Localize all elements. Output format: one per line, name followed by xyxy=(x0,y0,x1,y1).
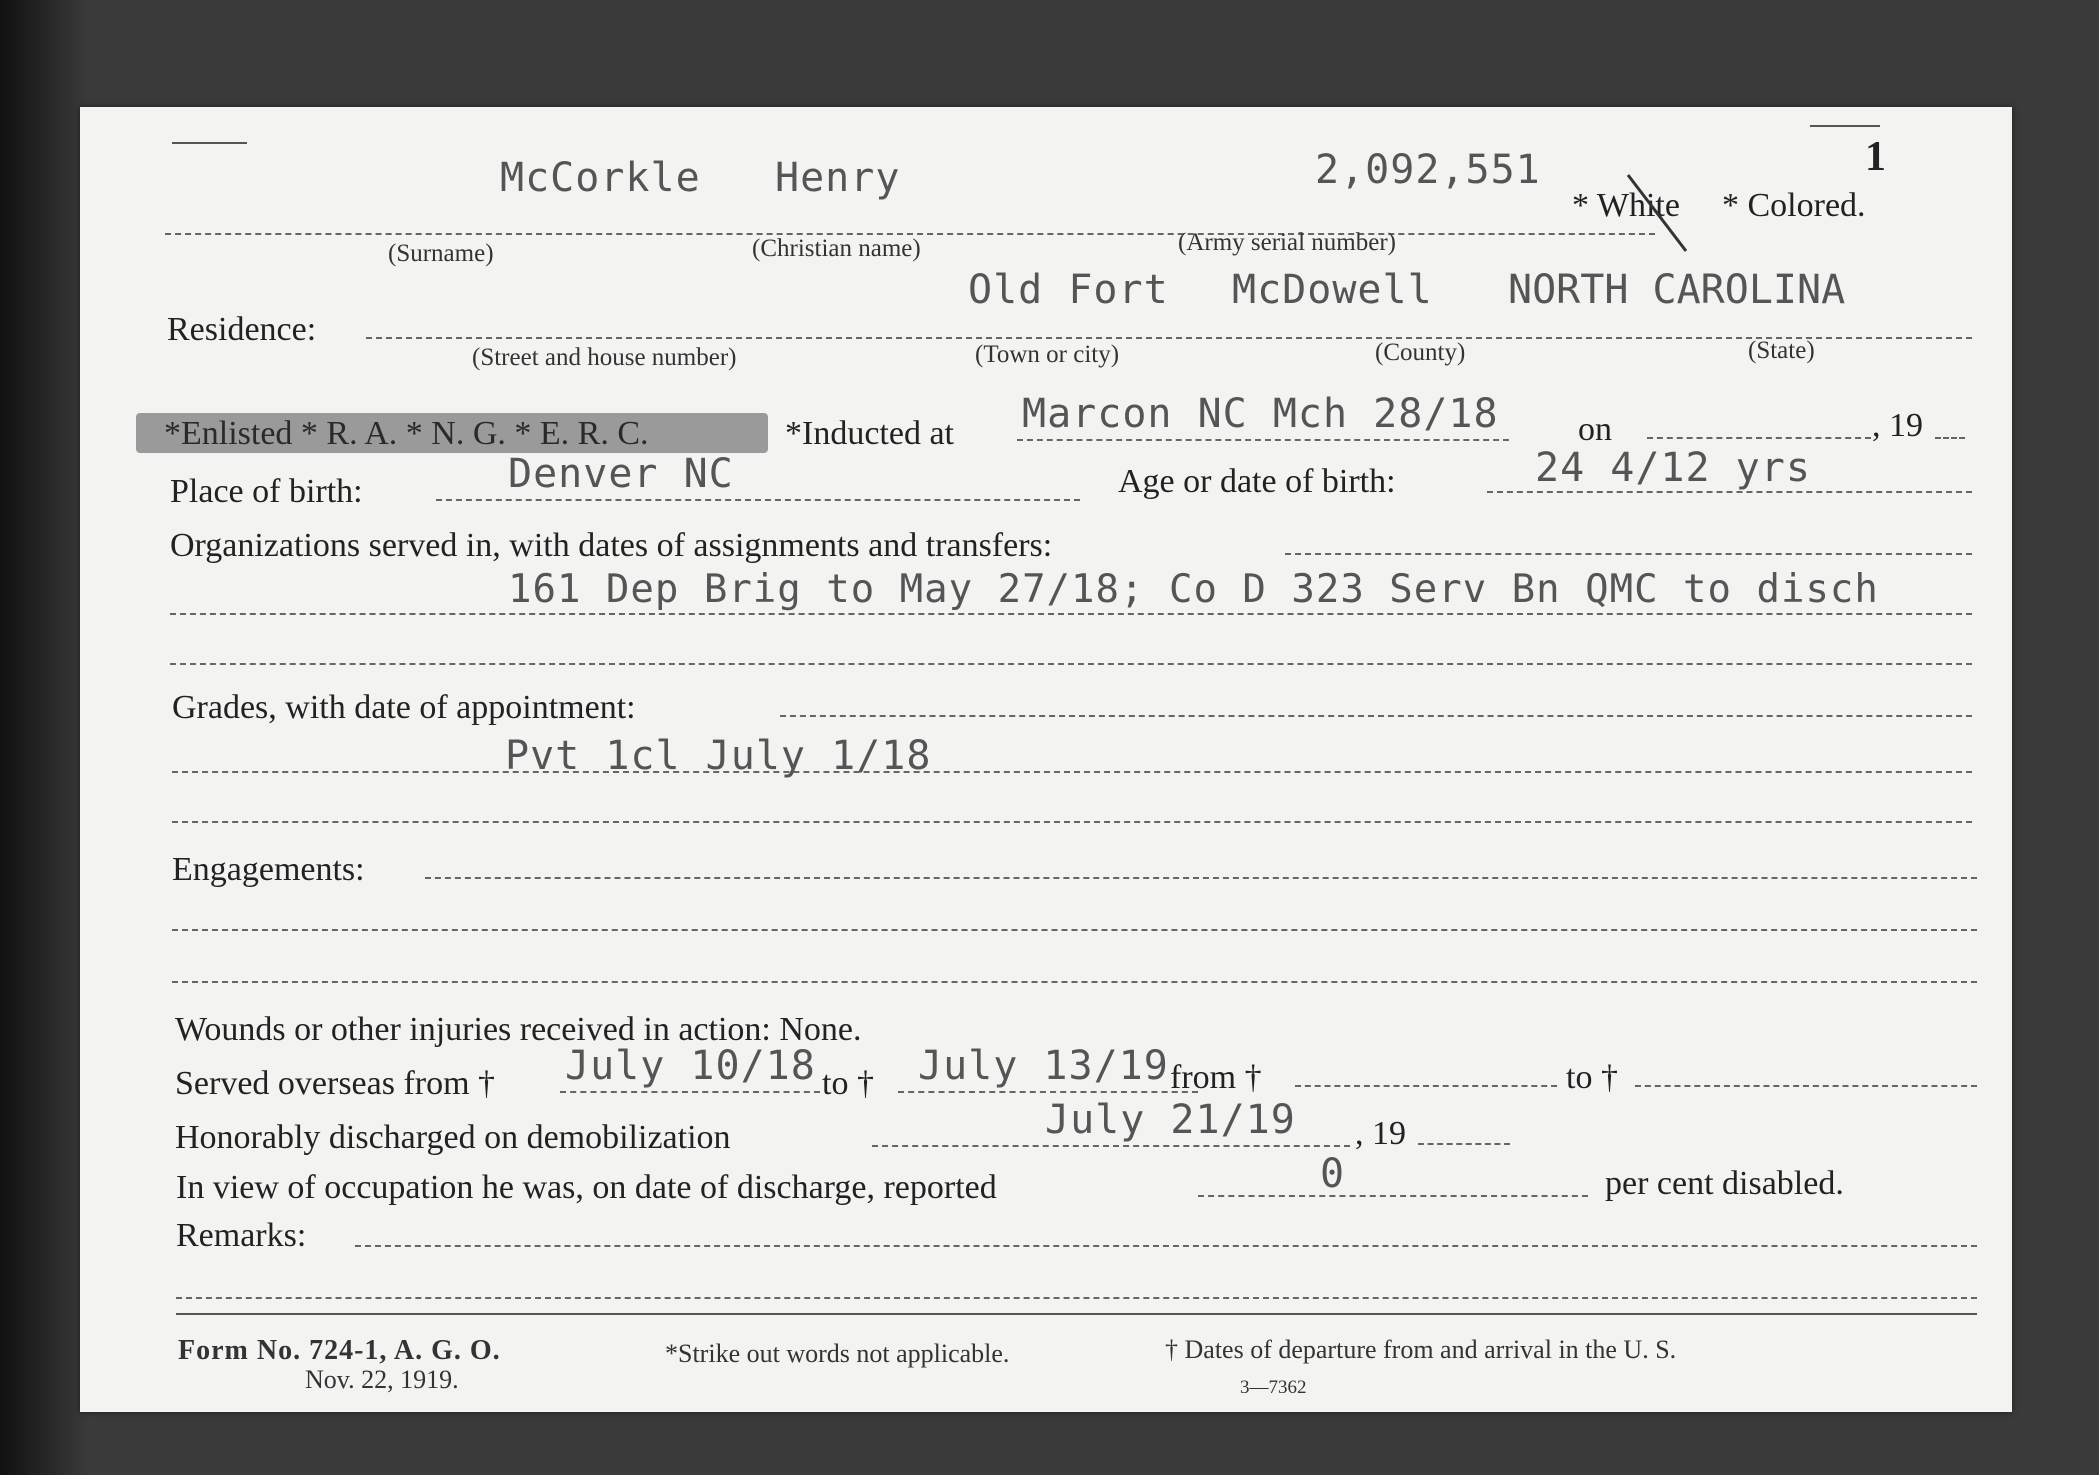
draft-record-card xyxy=(80,107,2012,1412)
serial-number-value: 2,092,551 xyxy=(1315,147,1541,193)
place-of-birth-value: Denver NC xyxy=(508,451,734,497)
organizations-line-3 xyxy=(170,663,1972,665)
scanner-edge xyxy=(0,0,90,1475)
inducted-value: Marcon NC Mch 28/18 xyxy=(1022,391,1499,437)
discharge-year-label: , 19 xyxy=(1355,1115,1406,1152)
dates-note: † Dates of departure from and arrival in the U. S. xyxy=(1165,1335,1677,1364)
engagements-line-3 xyxy=(172,981,1977,983)
age-label: Age or date of birth: xyxy=(1118,463,1396,500)
grades-label: Grades, with date of appointment: xyxy=(172,689,636,726)
remarks-label: Remarks: xyxy=(176,1217,307,1254)
grades-line-1 xyxy=(780,715,1972,717)
white-label: * White xyxy=(1572,187,1680,224)
induction-year-line xyxy=(1935,437,1965,439)
organizations-line-2 xyxy=(170,613,1972,615)
discharge-line xyxy=(872,1145,1350,1147)
town-value: Old Fort xyxy=(968,267,1169,313)
disability-value: 0 xyxy=(1320,1151,1346,1197)
town-caption: (Town or city) xyxy=(975,341,1120,368)
overseas-from2-label: from † xyxy=(1170,1059,1262,1096)
disability-line xyxy=(1198,1195,1588,1197)
residence-line xyxy=(366,337,1972,339)
overseas-to2-line xyxy=(1635,1085,1977,1087)
street-caption: (Street and house number) xyxy=(472,344,737,371)
engagements-label: Engagements: xyxy=(172,851,365,888)
serial-caption: (Army serial number) xyxy=(1178,229,1396,256)
state-caption: (State) xyxy=(1748,337,1815,364)
discharge-value: July 21/19 xyxy=(1045,1097,1296,1143)
form-number: Form No. 724-1, A. G. O. xyxy=(178,1335,501,1366)
organizations-line-1 xyxy=(1285,553,1972,555)
overseas-to-label: to † xyxy=(822,1065,874,1102)
wounds-label: Wounds or other injuries received in action: None. xyxy=(175,1011,862,1048)
strike-out-note: *Strike out words not applicable. xyxy=(665,1339,1010,1368)
overseas-from-value: July 10/18 xyxy=(565,1043,816,1089)
inducted-line xyxy=(1017,439,1509,441)
organizations-label: Organizations served in, with dates of assignments and transfers: xyxy=(170,527,1053,564)
print-code: 3—7362 xyxy=(1240,1377,1307,1398)
state-value: NORTH CAROLINA xyxy=(1508,267,1846,313)
corner-rule xyxy=(1810,125,1880,127)
grades-value: Pvt 1cl July 1/18 xyxy=(505,733,932,779)
overseas-from2-line xyxy=(1295,1085,1557,1087)
disability-suffix: per cent disabled. xyxy=(1605,1165,1844,1202)
engagements-line-2 xyxy=(172,929,1977,931)
discharge-label: Honorably discharged on demobilization xyxy=(175,1119,731,1156)
enlisted-options: *Enlisted * R. A. * N. G. * E. R. C. xyxy=(164,415,649,452)
on-line xyxy=(1647,437,1871,439)
christian-name-value: Henry xyxy=(775,155,901,201)
grades-line-3 xyxy=(172,821,1972,823)
strike-mark xyxy=(1620,169,1700,259)
disability-label: In view of occupation he was, on date of discharge, reported xyxy=(176,1169,997,1206)
grades-line-2 xyxy=(172,771,1972,773)
induction-year-label: , 19 xyxy=(1872,407,1923,444)
county-caption: (County) xyxy=(1375,339,1466,366)
organizations-value: 161 Dep Brig to May 27/18; Co D 323 Serv Bn QMC to disch xyxy=(508,567,1879,612)
overseas-to2-label: to † xyxy=(1566,1059,1618,1096)
place-of-birth-line xyxy=(436,499,1080,501)
place-of-birth-label: Place of birth: xyxy=(170,473,363,510)
top-left-rule xyxy=(172,142,247,144)
age-line xyxy=(1487,491,1972,493)
discharge-year-line xyxy=(1418,1143,1510,1145)
christian-name-caption: (Christian name) xyxy=(752,235,921,262)
colored-label: * Colored. xyxy=(1722,187,1866,224)
overseas-to-value: July 13/19 xyxy=(918,1043,1169,1089)
remarks-line-2 xyxy=(176,1297,1977,1299)
on-label: on xyxy=(1578,411,1612,448)
residence-label: Residence: xyxy=(167,311,317,348)
corner-number: 1 xyxy=(1865,134,1886,180)
surname-caption: (Surname) xyxy=(388,240,494,267)
age-value: 24 4/12 yrs xyxy=(1535,445,1811,491)
overseas-from-line xyxy=(560,1091,820,1093)
inducted-label: *Inducted at xyxy=(785,415,954,452)
overseas-label: Served overseas from † xyxy=(175,1065,496,1102)
remarks-line-1 xyxy=(355,1245,1977,1247)
overseas-to-line xyxy=(898,1091,1198,1093)
surname-value: McCorkle xyxy=(500,155,701,201)
county-value: McDowell xyxy=(1232,267,1433,313)
engagements-line-1 xyxy=(425,877,1977,879)
form-date: Nov. 22, 1919. xyxy=(305,1365,459,1394)
footer-rule xyxy=(176,1313,1977,1315)
